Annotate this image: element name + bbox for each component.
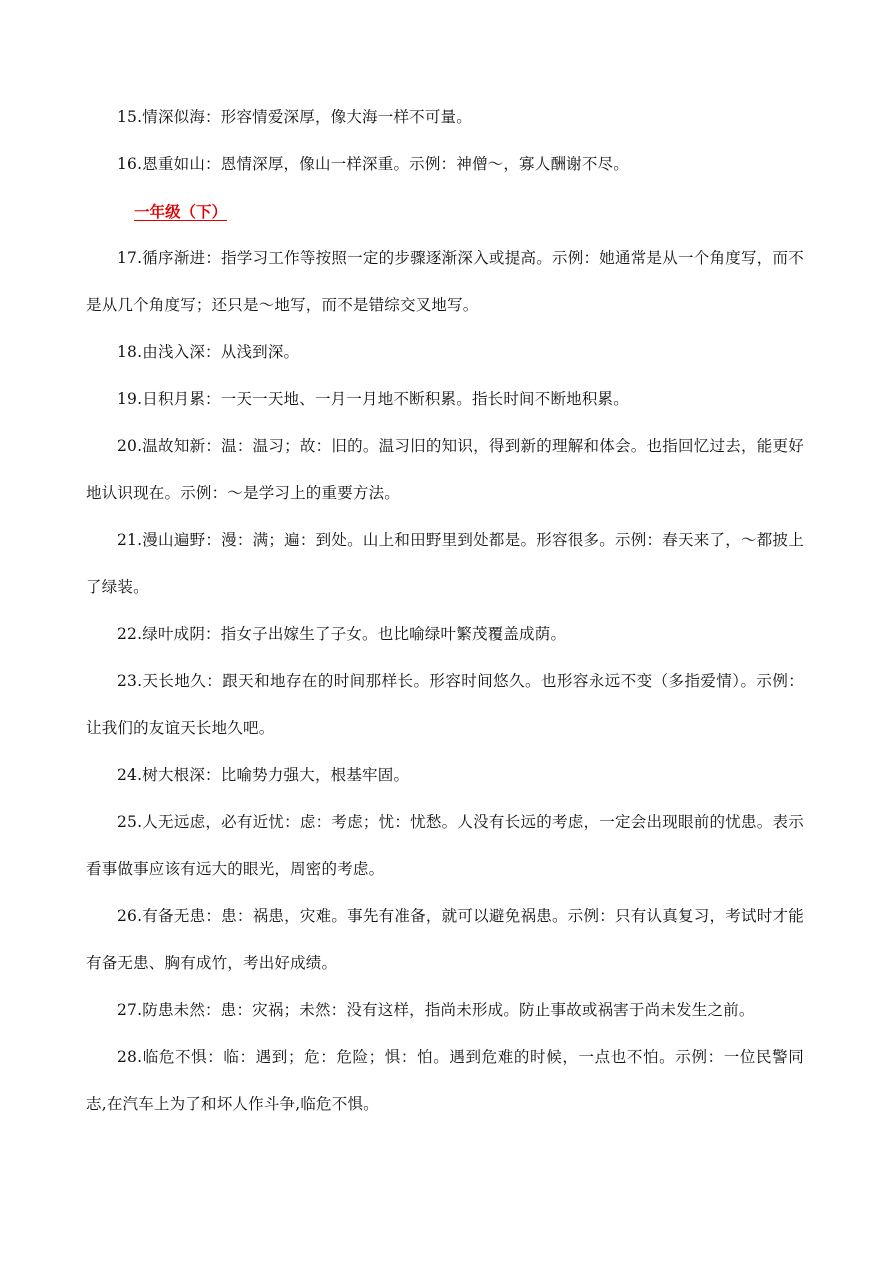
idiom-entry-28: 28.临危不惧：临：遇到；危：危险；惧：怕。遇到危难的时候，一点也不怕。示例：一位民警同志,在汽车上为了和坏人作斗争,临危不惧。 bbox=[86, 1048, 804, 1113]
document-content bbox=[86, 94, 804, 1128]
idiom-entry-17: 17.循序渐进：指学习工作等按照一定的步骤逐渐深入或提高。示例：她通常是从一个角度写，而不是从几个角度写；还只是～地写，而不是错综交叉地写。 bbox=[86, 249, 804, 314]
idiom-entry-18: 18.由浅入深：从浅到深。 bbox=[117, 343, 300, 361]
idiom-entry-27: 27.防患未然：患：灾祸；未然：没有这样，指尚未形成。防止事故或祸害于尚未发生之前。 bbox=[117, 1001, 755, 1019]
idiom-entry-22: 22.绿叶成阴：指女子出嫁生了子女。也比喻绿叶繁茂覆盖成荫。 bbox=[117, 625, 567, 643]
section-heading-text: 一年级（下） bbox=[134, 202, 228, 221]
section-heading bbox=[86, 188, 804, 235]
idiom-entry-25: 25.人无远虑，必有近忧：虑：考虑；忧：忧愁。人没有长远的考虑，一定会出现眼前的忧患。表示看事做事应该有远大的眼光，周密的考虑。 bbox=[86, 813, 804, 878]
idiom-entry-16: 16.恩重如山：恩情深厚，像山一样深重。示例：神僧～，寡人酬谢不尽。 bbox=[117, 155, 629, 173]
idiom-entry-19: 19.日积月累：一天一天地、一月一月地不断积累。指长时间不断地积累。 bbox=[117, 390, 629, 408]
idiom-entry-26: 26.有备无患：患：祸患，灾难。事先有准备，就可以避免祸患。示例：只有认真复习，考试时才能有备无患、胸有成竹，考出好成绩。 bbox=[86, 907, 804, 972]
idiom-entry-23: 23.天长地久：跟天和地存在的时间那样长。形容时间悠久。也形容永远不变（多指爱情）。示例：让我们的友谊天长地久吧。 bbox=[86, 672, 804, 737]
idiom-entry-21: 21.漫山遍野：漫：满；遍：到处。山上和田野里到处都是。形容很多。示例：春天来了，～都披上了绿装。 bbox=[86, 531, 804, 596]
idiom-entry-15: 15.情深似海：形容情爱深厚，像大海一样不可量。 bbox=[117, 108, 472, 126]
idiom-entry-24: 24.树大根深：比喻势力强大，根基牢固。 bbox=[117, 766, 410, 784]
idiom-entry-20: 20.温故知新：温：温习；故：旧的。温习旧的知识，得到新的理解和体会。也指回忆过去，能更好地认识现在。示例：～是学习上的重要方法。 bbox=[86, 437, 804, 502]
